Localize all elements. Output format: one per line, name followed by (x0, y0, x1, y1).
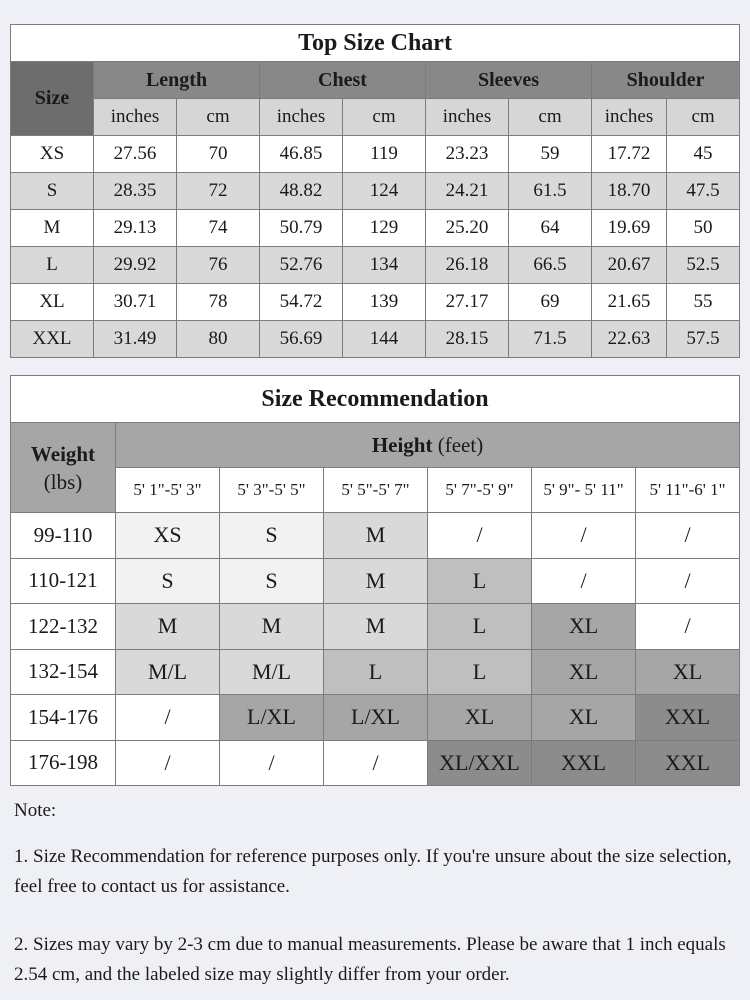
height-range-header: 5' 5"-5' 7" (324, 468, 428, 513)
recommended-size-cell: L (428, 604, 532, 650)
unit-header: cm (667, 99, 740, 136)
weight-range-cell: 154-176 (11, 695, 116, 741)
size-chart-body (11, 136, 740, 358)
weight-unit: (lbs) (43, 469, 83, 494)
measurement-cell: 57.5 (667, 321, 740, 358)
height-range-header: 5' 9"- 5' 11" (532, 468, 636, 513)
recommended-size-cell: M/L (220, 649, 324, 695)
recommendation-row (11, 649, 740, 695)
measurement-cell: 30.71 (94, 284, 177, 321)
size-label-cell: L (11, 247, 94, 284)
unit-header: cm (343, 99, 426, 136)
recommendation-row (11, 604, 740, 650)
recommended-size-cell: XL (532, 695, 636, 741)
recommended-size-cell: / (636, 513, 740, 559)
recommendation-body (11, 513, 740, 786)
unit-header: inches (260, 99, 343, 136)
recommended-size-cell: / (532, 513, 636, 559)
measurement-cell: 72 (177, 173, 260, 210)
measurement-cell: 70 (177, 136, 260, 173)
height-range-header: 5' 1"-5' 3" (116, 468, 220, 513)
recommended-size-cell: / (116, 740, 220, 786)
recommendation-row (11, 513, 740, 559)
measurement-cell: 52.5 (667, 247, 740, 284)
recommended-size-cell: M (220, 604, 324, 650)
measurement-cell: 144 (343, 321, 426, 358)
weight-range-cell: 132-154 (11, 649, 116, 695)
measurement-cell: 25.20 (426, 210, 509, 247)
measurement-cell: 31.49 (94, 321, 177, 358)
unit-header: inches (592, 99, 667, 136)
measurement-cell: 139 (343, 284, 426, 321)
unit-header: inches (426, 99, 509, 136)
recommended-size-cell: S (220, 558, 324, 604)
size-chart-row (11, 210, 740, 247)
size-label-cell: S (11, 173, 94, 210)
recommended-size-cell: L (428, 558, 532, 604)
weight-range-cell: 176-198 (11, 740, 116, 786)
measurement-cell: 50.79 (260, 210, 343, 247)
recommended-size-cell: S (116, 558, 220, 604)
measurement-cell: 129 (343, 210, 426, 247)
size-label-cell: XS (11, 136, 94, 173)
measurement-cell: 76 (177, 247, 260, 284)
measurement-cell: 66.5 (509, 247, 592, 284)
size-label-cell: M (11, 210, 94, 247)
notes-heading: Note: (14, 800, 57, 821)
weight-range-cell: 99-110 (11, 513, 116, 559)
weight-range-cell: 110-121 (11, 558, 116, 604)
measurement-cell: 47.5 (667, 173, 740, 210)
size-chart-row (11, 247, 740, 284)
measurement-cell: 78 (177, 284, 260, 321)
measurement-cell: 124 (343, 173, 426, 210)
recommended-size-cell: M/L (116, 649, 220, 695)
note-item: 2. Sizes may vary by 2-3 cm due to manual measurements. Please be aware that 1 inch equals 2.54 cm, and the labeled size may slightly differ from your order. (14, 934, 726, 985)
recommended-size-cell: M (324, 558, 428, 604)
measurement-cell: 24.21 (426, 173, 509, 210)
recommended-size-cell: XXL (636, 740, 740, 786)
recommended-size-cell: XL/XXL (428, 740, 532, 786)
measurement-cell: 20.67 (592, 247, 667, 284)
size-chart-title: Top Size Chart (11, 25, 740, 62)
recommended-size-cell: / (116, 695, 220, 741)
recommended-size-cell: S (220, 513, 324, 559)
recommended-size-cell: / (324, 740, 428, 786)
height-range-header: 5' 11"-6' 1" (636, 468, 740, 513)
recommended-size-cell: XXL (532, 740, 636, 786)
size-header: Size (11, 62, 94, 136)
size-chart-row (11, 173, 740, 210)
group-header-sleeves: Sleeves (426, 62, 592, 99)
unit-header: cm (509, 99, 592, 136)
measurement-cell: 50 (667, 210, 740, 247)
recommendation-row (11, 695, 740, 741)
recommendation-row (11, 558, 740, 604)
recommended-size-cell: XL (532, 604, 636, 650)
measurement-cell: 18.70 (592, 173, 667, 210)
recommended-size-cell: L (324, 649, 428, 695)
measurement-cell: 45 (667, 136, 740, 173)
measurement-cell: 17.72 (592, 136, 667, 173)
recommended-size-cell: XS (116, 513, 220, 559)
size-label-cell: XL (11, 284, 94, 321)
size-chart-row (11, 321, 740, 358)
weight-range-cell: 122-132 (11, 604, 116, 650)
recommended-size-cell: XL (428, 695, 532, 741)
height-range-header: 5' 7"-5' 9" (428, 468, 532, 513)
measurement-cell: 28.15 (426, 321, 509, 358)
measurement-cell: 55 (667, 284, 740, 321)
measurement-cell: 69 (509, 284, 592, 321)
measurement-cell: 56.69 (260, 321, 343, 358)
recommended-size-cell: XL (636, 649, 740, 695)
recommended-size-cell: / (532, 558, 636, 604)
measurement-cell: 134 (343, 247, 426, 284)
height-range-header: 5' 3"-5' 5" (220, 468, 324, 513)
measurement-cell: 26.18 (426, 247, 509, 284)
measurement-cell: 80 (177, 321, 260, 358)
measurement-cell: 71.5 (509, 321, 592, 358)
height-header (116, 423, 740, 468)
recommended-size-cell: M (324, 604, 428, 650)
recommended-size-cell: L (428, 649, 532, 695)
measurement-cell: 64 (509, 210, 592, 247)
measurement-cell: 54.72 (260, 284, 343, 321)
group-header-chest: Chest (260, 62, 426, 99)
size-recommendation-table (10, 375, 740, 786)
recommended-size-cell: / (428, 513, 532, 559)
measurement-cell: 29.13 (94, 210, 177, 247)
measurement-cell: 52.76 (260, 247, 343, 284)
height-unit: (feet) (437, 432, 484, 457)
size-label-cell: XXL (11, 321, 94, 358)
measurement-cell: 48.82 (260, 173, 343, 210)
weight-label: Weight (30, 441, 96, 466)
recommendation-title: Size Recommendation (11, 376, 740, 423)
notes-section (14, 796, 739, 990)
measurement-cell: 59 (509, 136, 592, 173)
measurement-cell: 46.85 (260, 136, 343, 173)
group-header-shoulder: Shoulder (592, 62, 740, 99)
measurement-cell: 22.63 (592, 321, 667, 358)
note-item: 1. Size Recommendation for reference purposes only. If you're unsure about the size selection, feel free to contact us for assistance. (14, 846, 732, 897)
measurement-cell: 28.35 (94, 173, 177, 210)
measurement-cell: 27.56 (94, 136, 177, 173)
recommendation-row (11, 740, 740, 786)
recommended-size-cell: XXL (636, 695, 740, 741)
measurement-cell: 27.17 (426, 284, 509, 321)
size-chart-row (11, 284, 740, 321)
measurement-cell: 21.65 (592, 284, 667, 321)
size-chart-row (11, 136, 740, 173)
height-label: Height (371, 432, 433, 457)
recommended-size-cell: L/XL (220, 695, 324, 741)
measurement-cell: 19.69 (592, 210, 667, 247)
weight-header (11, 423, 116, 513)
measurement-cell: 74 (177, 210, 260, 247)
group-header-length: Length (94, 62, 260, 99)
measurement-cell: 29.92 (94, 247, 177, 284)
recommended-size-cell: M (324, 513, 428, 559)
recommended-size-cell: XL (532, 649, 636, 695)
measurement-cell: 23.23 (426, 136, 509, 173)
recommended-size-cell: / (220, 740, 324, 786)
recommended-size-cell: / (636, 558, 740, 604)
unit-header: cm (177, 99, 260, 136)
unit-header: inches (94, 99, 177, 136)
measurement-cell: 61.5 (509, 173, 592, 210)
recommended-size-cell: / (636, 604, 740, 650)
recommended-size-cell: L/XL (324, 695, 428, 741)
measurement-cell: 119 (343, 136, 426, 173)
size-chart-table (10, 24, 740, 358)
recommended-size-cell: M (116, 604, 220, 650)
